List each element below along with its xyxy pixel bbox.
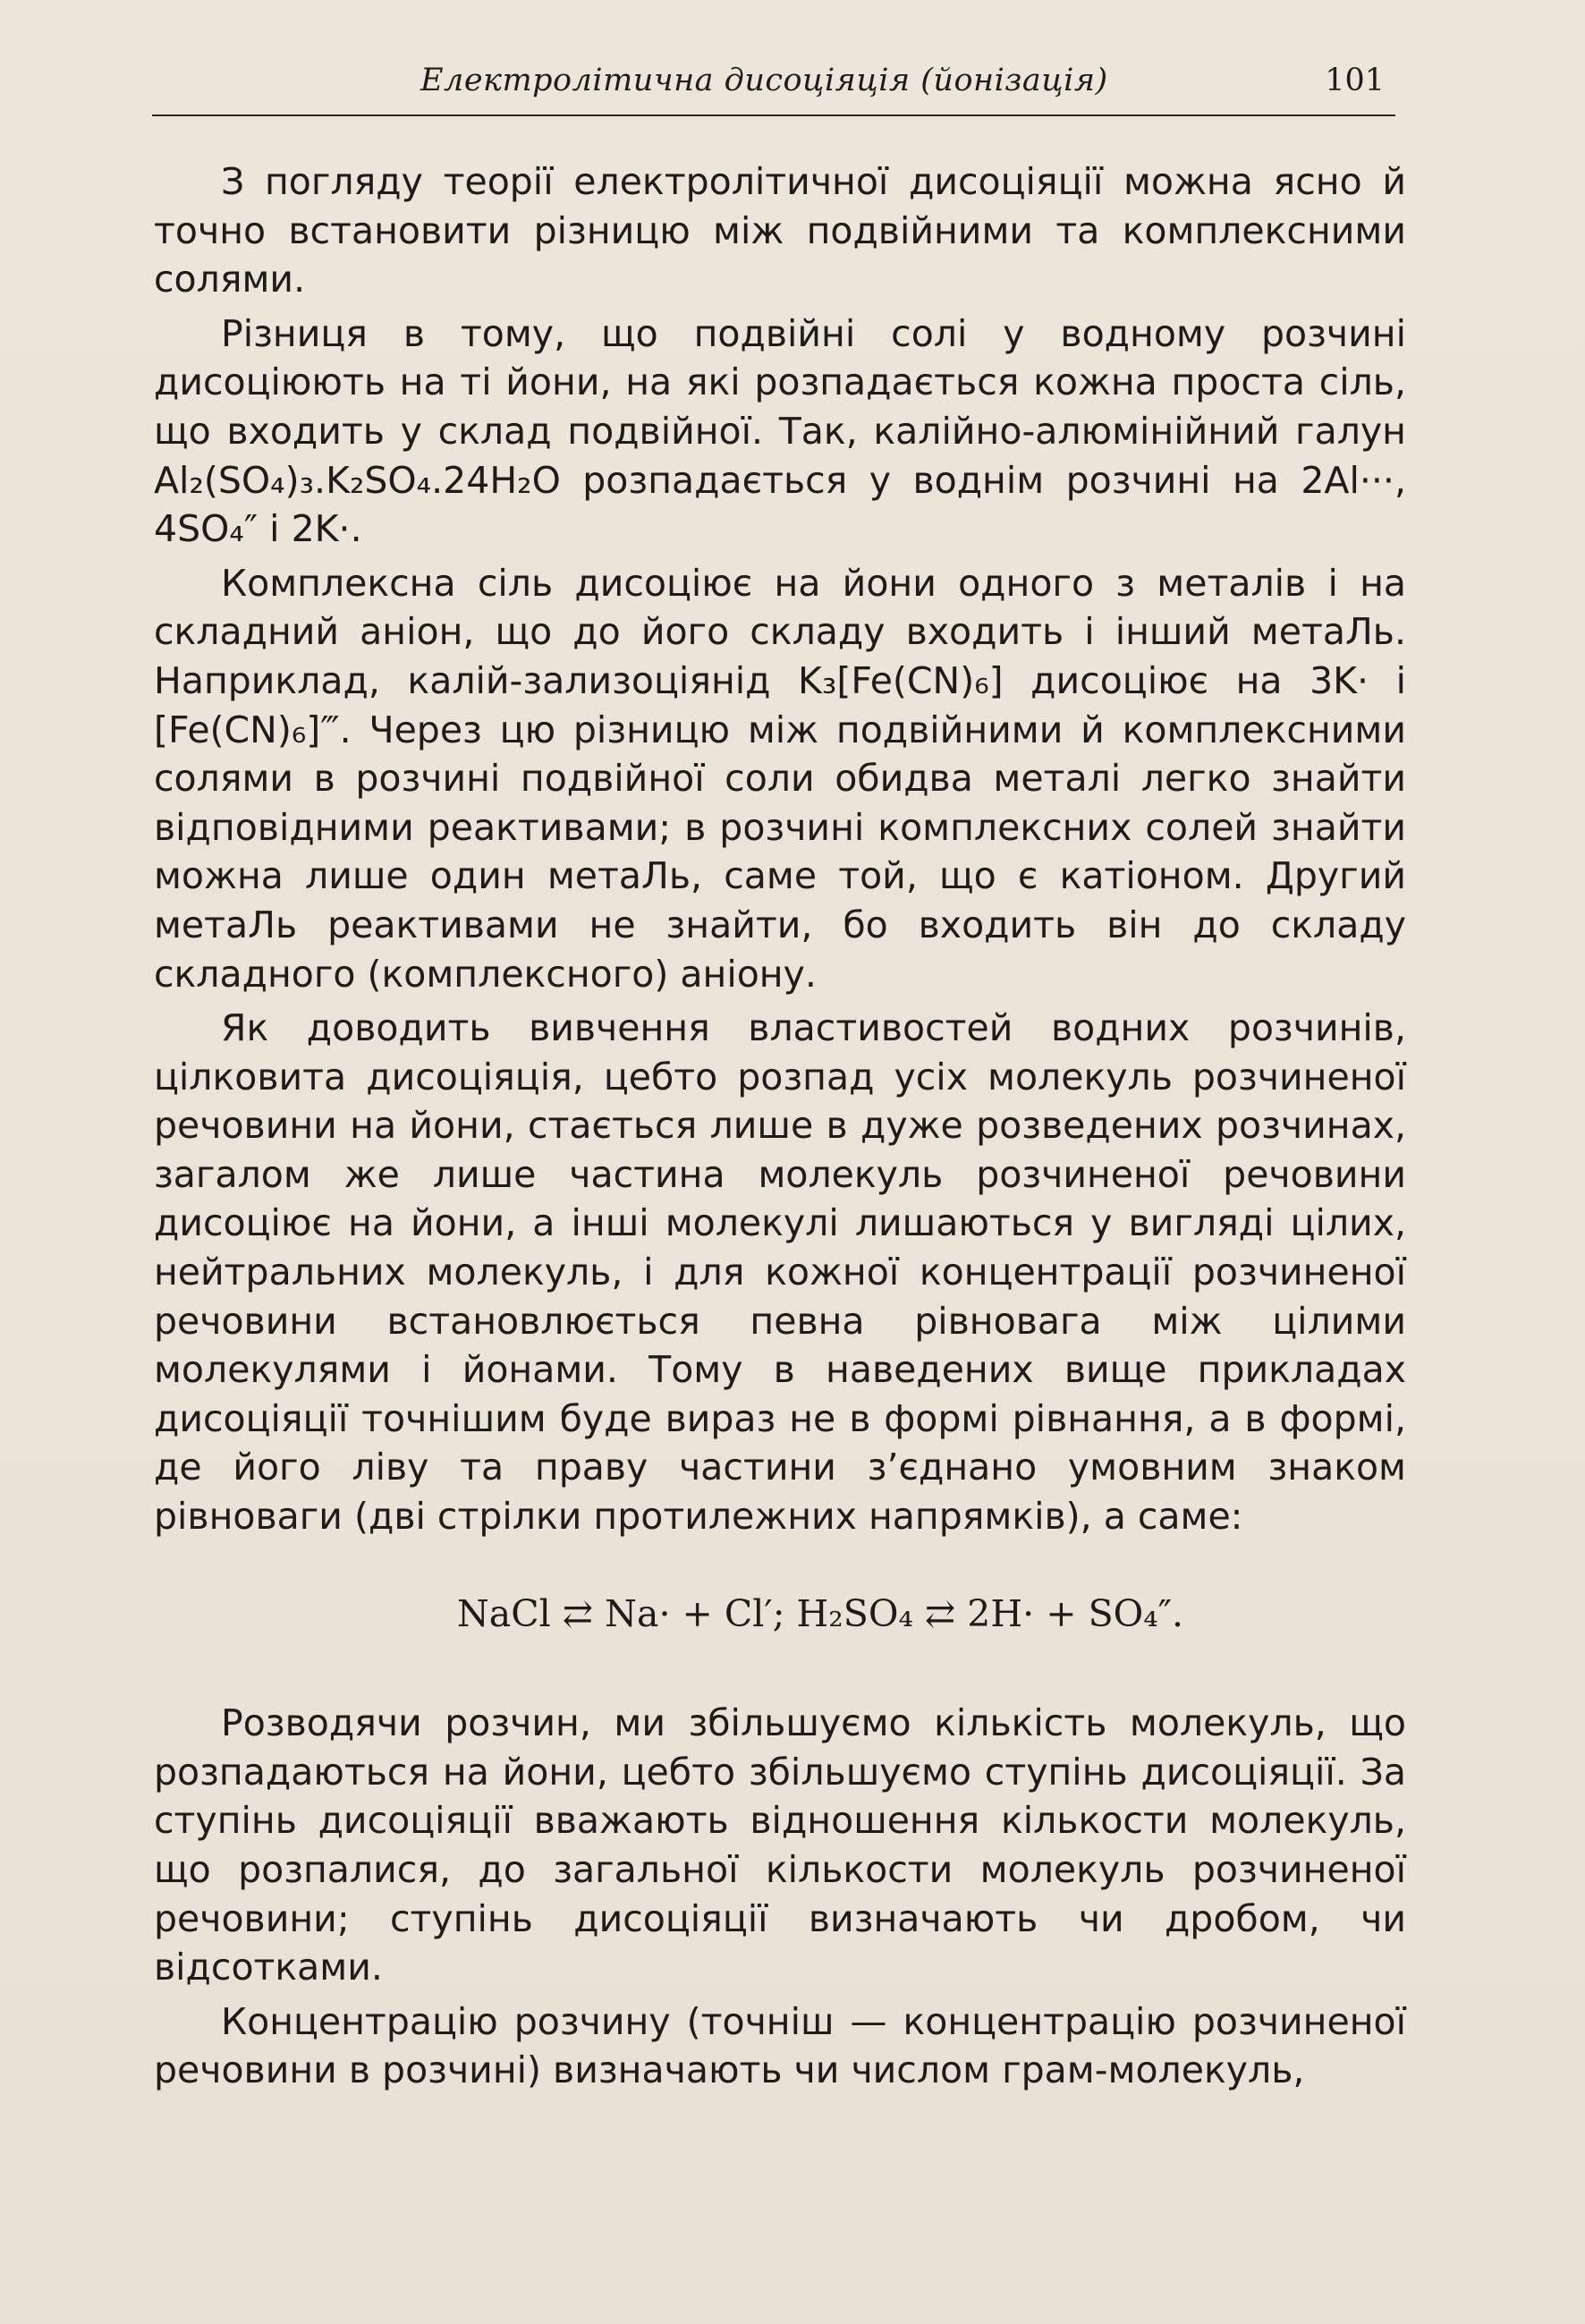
paragraph-5: Розводячи розчин, ми збільшуємо кількість молекуль, що розпадаються на йони, цебто збільшуємо ступінь дисоціяції. За ступінь дисоціяції вважають відношення кількости молекуль, що розпалися, до загальної кількости молекуль розчиненої речовини; ступінь дисоціяції визначають чи дробом, чи відсотками.	[154, 1701, 1406, 1989]
paragraph-6: Концентрацію розчину (точніш — концентрацію розчиненої речовини в розчині) визначають чи числом грам-молекуль,	[154, 1999, 1406, 2092]
page-number: 101	[1325, 63, 1385, 98]
header-title: Електролітична дисоціяція (йонізація)	[420, 63, 1108, 98]
paragraph-3: Комплексна сіль дисоціює на йони одного з металів і на складний аніон, що до його складу входить і інший метаЛь. Наприклад, калій-зализоціянід K₃[Fe(CN)₆] дисоціює на 3K· і [Fe(CN)₆]‴. Через цю різницю між подвійними й комплексними солями в розчині подвійної соли обидва металі легко знайти відповідними реактивами; в розчині комплексних солей знайти можна лише один метаЛь, саме той, що є катіоном. Другий метаЛь реактивами не знайти, бо входить він до складу складного (комплексного) аніону.	[154, 561, 1406, 996]
running-header	[152, 55, 1395, 118]
paragraph-4: Як доводить вивчення властивостей водних розчинів, цілковита дисоціяція, цебто розпад усіх молекуль розчиненої речовини на йони, стається лише в дуже розведених розчинах, загалом же лише частина молекуль розчиненої речовини дисоціює на йони, а інші молекулі лишаються у вигляді цілих, нейтральних молекуль, і для кожної концентрації розчиненої речовини встановлюється певна рівновага між цілими молекулями і йонами. Тому в наведених вище прикладах дисоціяції точнішим буде вираз не в формі рівнання, а в формі, де його ліву та праву частини з’єднано умовним знаком рівноваги (дві стрілки протилежних напрямків), а саме:	[154, 1006, 1406, 1539]
paragraph-1: З погляду теорії електролітичної дисоціяції можна ясно й точно встановити різницю між подвійними та комплексними солями.	[154, 160, 1406, 301]
body-text	[154, 157, 1406, 2095]
dissociation-equation: NaCl ⇄ Na· + Cl′; H₂SO₄ ⇄ 2H· + SO₄″.	[456, 1591, 1184, 1635]
paragraph-2: Різниця в тому, що подвійні солі у водному розчині дисоціюють на ті йони, на які розпадається кожна проста сіль, що входить у склад подвійної. Так, калійно-алюмінійний галун Al₂(SO₄)₃.K₂SO₄.24H₂O розпадається у воднім розчині на 2Al···, 4SO₄″ і 2K·.	[154, 311, 1406, 551]
header-rule	[152, 115, 1395, 116]
